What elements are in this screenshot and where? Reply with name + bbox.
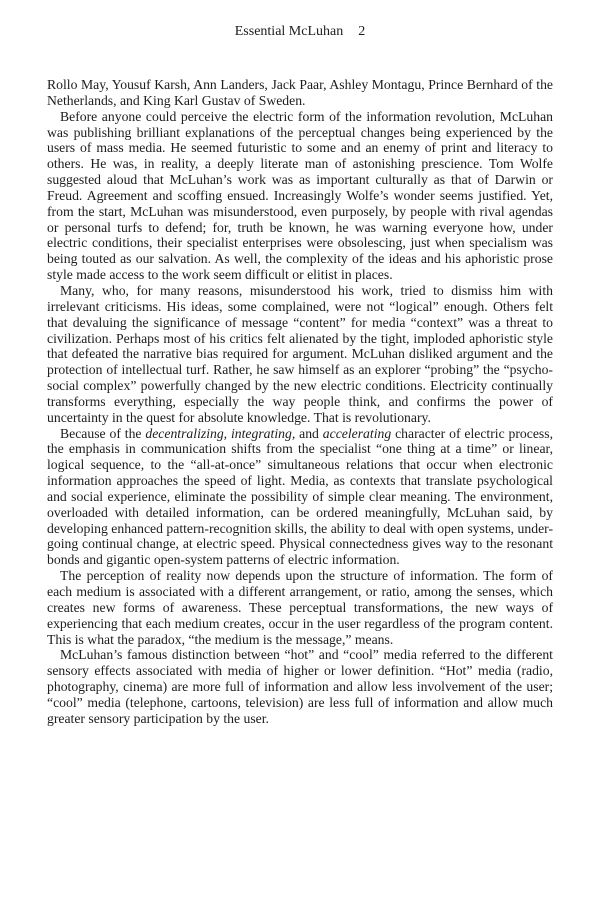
paragraph <box>47 647 553 726</box>
text-run: Rollo May, Yousuf Karsh, Ann Landers, Jack Paar, Ashley Montagu, Prince Bernhard of the Netherlands, and King Karl Gustav of Sweden. <box>47 77 553 108</box>
paragraph <box>47 426 553 569</box>
page-number: 2 <box>358 24 366 39</box>
paragraph <box>47 77 553 109</box>
text-run: McLuhan’s famous distinction between “hot” and “cool” media referred to the different sensory effects associated with media of higher or lower definition. “Hot” media (radio, photography, cinema) are more full of information and allow less involvement of the user; “cool” media (telephone, cartoons, television) are less full of information and allow much greater sensory participation by the user. <box>47 647 553 726</box>
text-run: The perception of reality now depends upon the structure of information. The form of each medium is associated with a different arrangement, or ratio, among the senses, which creates new forms of awareness. These perceptual transformations, the new ways of experiencing that each medium creates, occur in the user regardless of the program content. This is what the paradox, “the medium is the message,” means. <box>47 568 553 647</box>
text-run: Before anyone could perceive the electric form of the information revolution, McLuhan was publishing brilliant explanations of the perceptual changes being experienced by the users of mass media. He seemed futuristic to some and an enemy of print and literacy to others. He was, in reality, a deeply literate man of astonishing prescience. Tom Wolfe suggested aloud that McLuhan’s work was as important culturally as that of Darwin or Freud. Agreement and scoffing ensued. Increasingly Wolfe’s wonder seems justified. Yet, from the start, McLuhan was misunderstood, even purposely, by people with rival agendas or personal turfs to defend; for, truth be known, he was warning everyone how, under electric conditions, their specialist enterprises were obsolescing, just when specialism was being touted as our salvation. As well, the complexity of the ideas and his aphoristic prose style made access to the work seem difficult or elitist in places. <box>47 108 553 283</box>
text-run: character of electric process, the emphasis in communication shifts from the specialist “one thing at a time” or linear, logical sequence, to the “all-at-once” simultaneous relations that occur when electronic information approaches the speed of light. Media, as contexts that translate psychological and social experience, eliminate the possibility of simple clear meaning. The environment, overloaded with detailed information, can be ordered meaningfully, McLuhan said, by developing enhanced pattern-recognition skills, the ability to deal with open systems, under-going continual change, at electric speed. Physical connectedness gives way to the resonant bonds and gigantic open-system patterns of electric information. <box>47 425 554 568</box>
text-run: Many, who, for many reasons, misunderstood his work, tried to dismiss him with irrelevant criticisms. His ideas, some complained, were not “logical” enough. Others felt that devaluing the significance of message “content” for media “context” was a threat to civilization. Perhaps most of his critics felt alienated by the tight, imploded aphoristic style that defeated the narrative bias required for argument. McLuhan disliked argument and the protection of intellectual turf. Rather, he saw himself as an explorer “probing” the “psycho-social complex” powerfully changed by the new electric conditions. Electricity continually transforms everything, especially the way people think, and confirms the power of uncertainty in the quest for absolute knowledge. That is revolutionary. <box>47 282 553 425</box>
text-run: and <box>295 425 323 441</box>
text-run: Because of the <box>60 425 146 441</box>
italic-text-run: decentralizing, integrating, <box>145 425 296 441</box>
paragraph <box>47 283 553 426</box>
running-header <box>0 24 600 40</box>
header-title: Essential McLuhan <box>234 24 344 39</box>
paragraph <box>47 568 553 647</box>
paragraph <box>47 109 553 283</box>
italic-text-run: accelerating <box>322 425 392 441</box>
page-body <box>47 77 553 727</box>
